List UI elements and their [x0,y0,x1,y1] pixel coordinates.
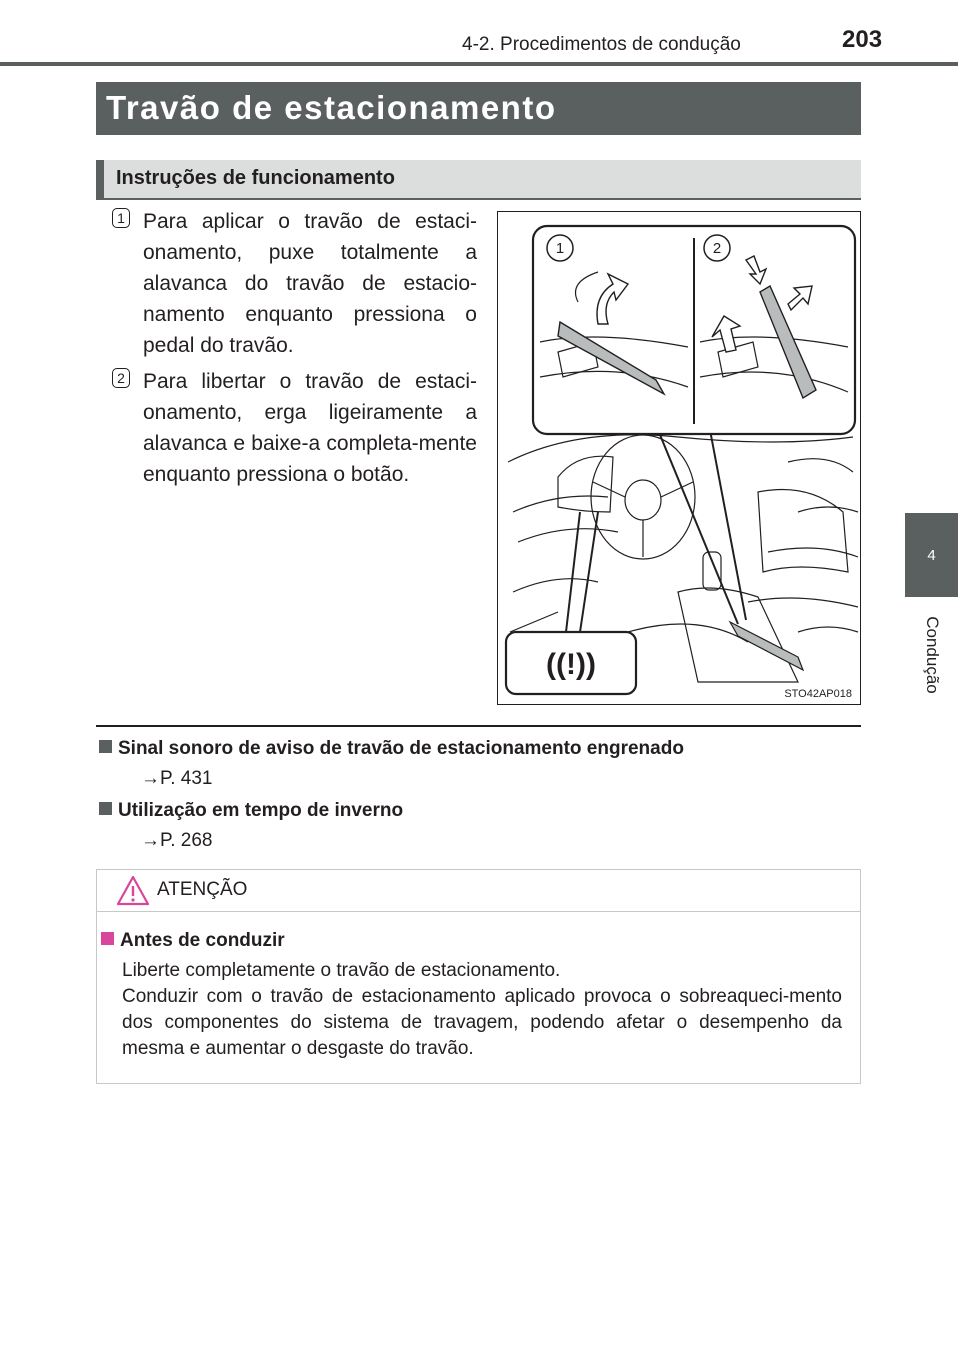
subsection-bar [96,160,861,200]
page-title-bar [96,82,861,135]
caution-title: ATENÇÃO [157,879,248,900]
header-rule [0,62,958,66]
running-header-section: 4-2. Procedimentos de condução [462,34,741,55]
note-heading-1: Sinal sonoro de aviso de travão de estacionamento engrenado [99,738,684,760]
figure-code: STO42AP018 [784,688,852,700]
callout-2: 2 [712,240,722,257]
note-heading-2: Utilização em tempo de inverno [99,800,403,822]
square-bullet-icon [99,802,112,815]
caution-subheading: Antes de conduzir [101,930,285,952]
caution-paragraph-2: Conduzir com o travão de estacionamento aplicado provoca o sobreaqueci-mento dos componentes do sistema de travagem, podendo afetar o desempenho da mesma e aumentar o desgaste do travão. [122,986,842,1059]
subsection-title: Instruções de funcionamento [116,167,395,189]
parking-brake-illustration [497,211,861,705]
subsection-marker [96,160,104,198]
caution-box [96,869,861,1084]
chapter-label: Condução [922,616,942,694]
step-number-1: 1 [112,208,130,228]
chapter-number: 4 [927,546,936,564]
step-text-2: Para libertar o travão de estaci-onamento, erga ligeiramente a alavanca e baixe-a completa-mente enquanto pressiona o botão. [143,370,477,486]
caution-paragraph-1: Liberte completamente o travão de estacionamento. [122,960,561,981]
brake-warning-icon: ((!)) [546,648,596,681]
chapter-label-wrap [905,605,958,705]
square-bullet-icon [101,932,114,945]
page-number: 203 [842,26,883,53]
callout-1: 1 [555,240,565,257]
note-ref-2[interactable]: →P. 268 [141,830,213,851]
chapter-tab [905,513,958,597]
note-ref-1[interactable]: →P. 431 [141,768,213,789]
square-bullet-icon [99,740,112,753]
illustration-svg [498,212,861,705]
caution-header [97,870,860,912]
step-text-1: Para aplicar o travão de estaci-onamento, puxe totalmente a alavanca do travão de estacio-namento enquanto pressiona o pedal do travão. [143,210,477,357]
warning-triangle-icon [115,874,151,908]
caution-text [122,958,842,1062]
page-title: Travão de estacionamento [106,89,557,126]
section-divider [96,725,861,727]
step-number-2: 2 [112,368,130,388]
